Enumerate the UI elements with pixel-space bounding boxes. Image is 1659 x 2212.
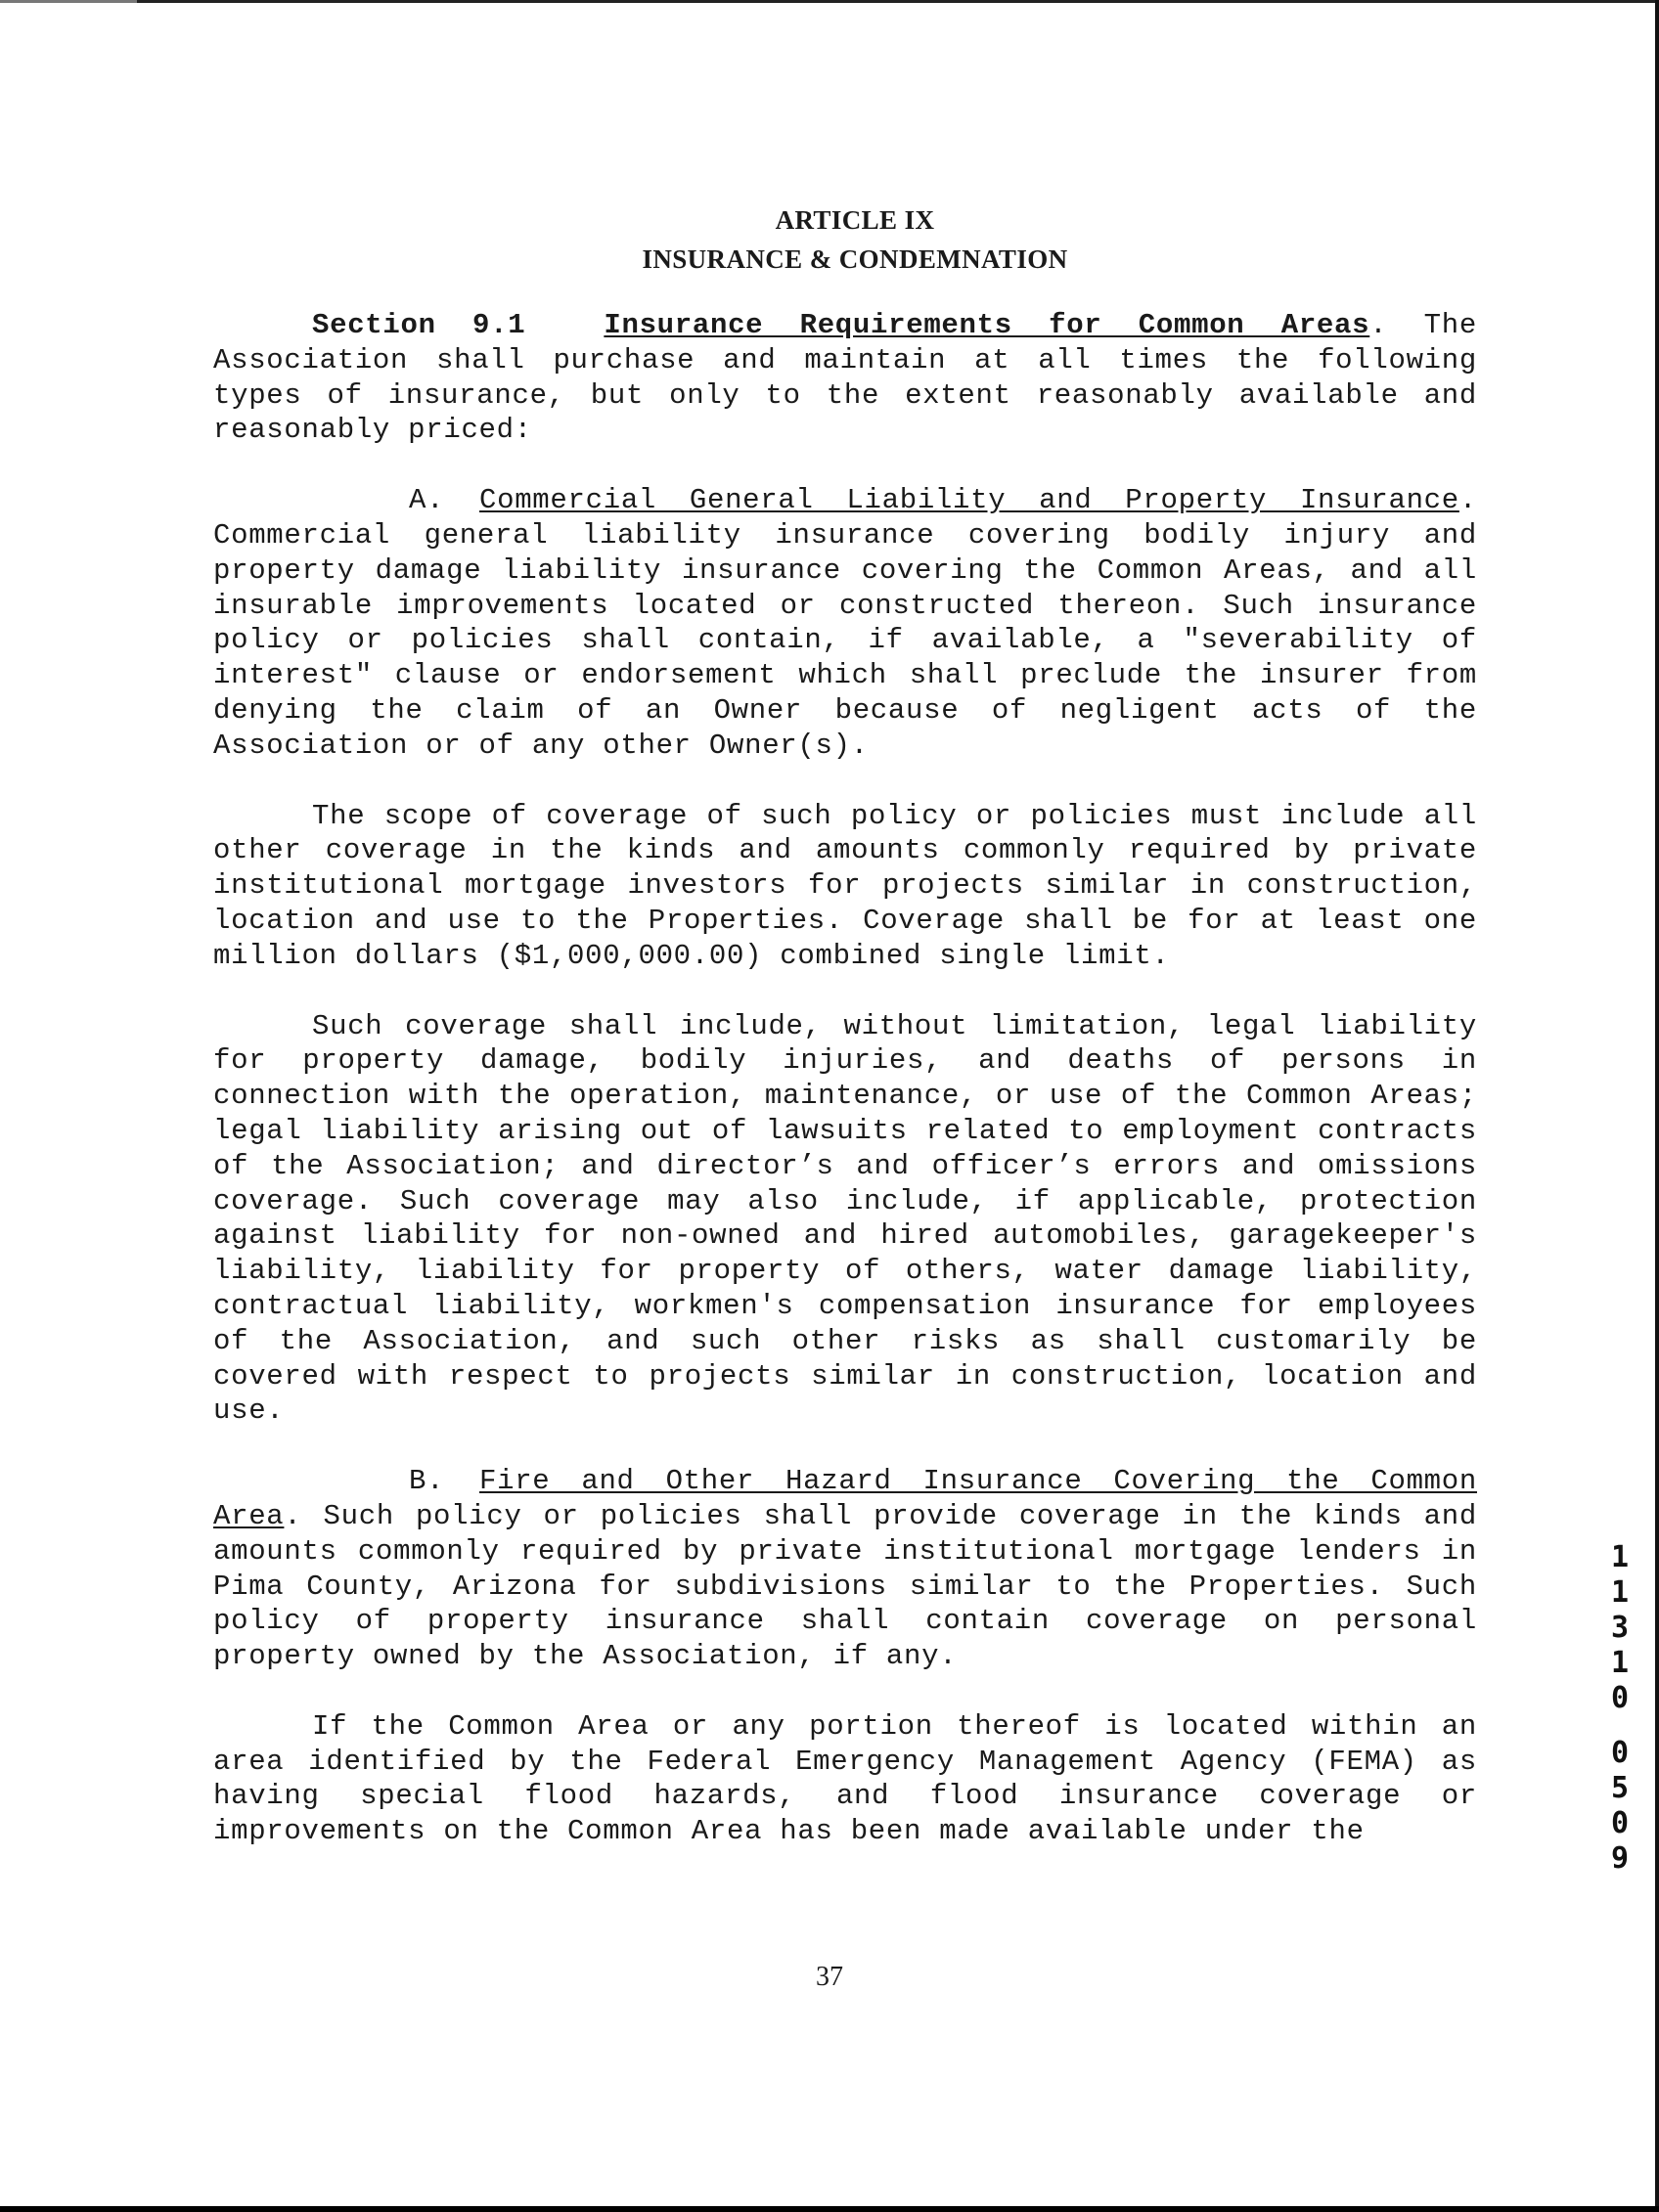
- item-b-title: Fire and Other Hazard Insurance Covering the Common Area: [213, 1465, 1477, 1532]
- stamp-digit: 1: [1610, 1575, 1630, 1610]
- section-9-1-paragraph: [213, 308, 1477, 448]
- section-label: Section 9.1: [312, 309, 526, 341]
- item-b-title-period: .: [284, 1499, 302, 1532]
- stamp-digit: 0: [1610, 1681, 1630, 1715]
- scan-border-bottom: [0, 2206, 1659, 2212]
- coverage-paragraph: Such coverage shall include, without limitation, legal liability for property damage, bodily injuries, and deaths of persons in connection with the operation, maintenance, or use of the Common Areas; legal liability arising out of lawsuits related to employment contracts of the Association; and director’s and officer’s errors and omissions coverage. Such coverage may also include, if applicable, protection against liability for non-owned and hired automobiles, garagekeeper's liability, liability for property of others, water damage liability, contractual liability, workmen's compensation insurance for employees of the Association, and such other risks as shall customarily be covered with respect to projects similar in construction, location and use.: [213, 1009, 1477, 1428]
- scan-border-top: [0, 0, 1659, 3]
- scan-border-top-mark: [0, 0, 137, 3]
- scope-paragraph: The scope of coverage of such policy or policies must include all other coverage in the kinds and amounts commonly required by private institutional mortgage investors for projects similar in construction, location and use to the Properties. Coverage shall be for at least one million dollars ($1,000,000.00) combined single limit.: [213, 799, 1477, 972]
- article-number: ARTICLE IX: [775, 205, 935, 235]
- article-title: INSURANCE & CONDEMNATION: [642, 244, 1068, 274]
- stamp-digit: 9: [1610, 1841, 1630, 1876]
- section-title: Insurance Requirements for Common Areas: [604, 309, 1370, 341]
- item-b-letter: B.: [409, 1465, 445, 1498]
- stamp-digit: 0: [1610, 1736, 1630, 1770]
- item-a-title: Commercial General Liability and Property Insurance: [479, 484, 1459, 517]
- stamp-digit: 0: [1610, 1806, 1630, 1840]
- document-page: [213, 200, 1477, 1849]
- stamp-digit: 1: [1610, 1646, 1630, 1680]
- stamp-digit: 1: [1610, 1540, 1630, 1574]
- item-b-paragraph: [213, 1464, 1477, 1674]
- item-a-letter: A.: [409, 484, 445, 517]
- item-a-paragraph: [213, 483, 1477, 763]
- item-a-title-period: .: [1458, 484, 1477, 517]
- section-text: The Association shall purchase and maintain at all times the following types of insurance, but only to the extent reasonably available and reasonably priced:: [213, 309, 1477, 447]
- recording-stamp-lower: [1602, 1736, 1637, 1877]
- flood-paragraph: If the Common Area or any portion thereof is located within an area identified by the Federal Emergency Management Agency (FEMA) as having special flood hazards, and flood insurance coverage or improvements on the Common Area has been made available under the: [213, 1709, 1477, 1848]
- stamp-digit: 3: [1610, 1611, 1630, 1645]
- stamp-digit: 5: [1610, 1771, 1630, 1805]
- scan-border-right: [1655, 0, 1659, 2212]
- item-b-text: Such policy or policies shall provide coverage in the kinds and amounts commonly required by private institutional mortgage lenders in Pima County, Arizona for subdivisions similar to the Properties. Such policy of property insurance shall contain coverage on personal property owned by the Association, if any.: [213, 1499, 1477, 1673]
- article-heading: [213, 200, 1477, 279]
- page-number: 37: [816, 1962, 843, 1992]
- item-a-text: Commercial general liability insurance covering bodily injury and property damage liability insurance covering the Common Areas, and all insurable improvements located or constructed thereon. Such insurance policy or policies shall contain, if available, a "severability of interest" clause or endorsement which shall preclude the insurer from denying the claim of an Owner because of negligent acts of the Association or of any other Owner(s).: [213, 518, 1477, 762]
- section-title-period: .: [1369, 309, 1388, 341]
- recording-stamp-upper: [1602, 1540, 1637, 1716]
